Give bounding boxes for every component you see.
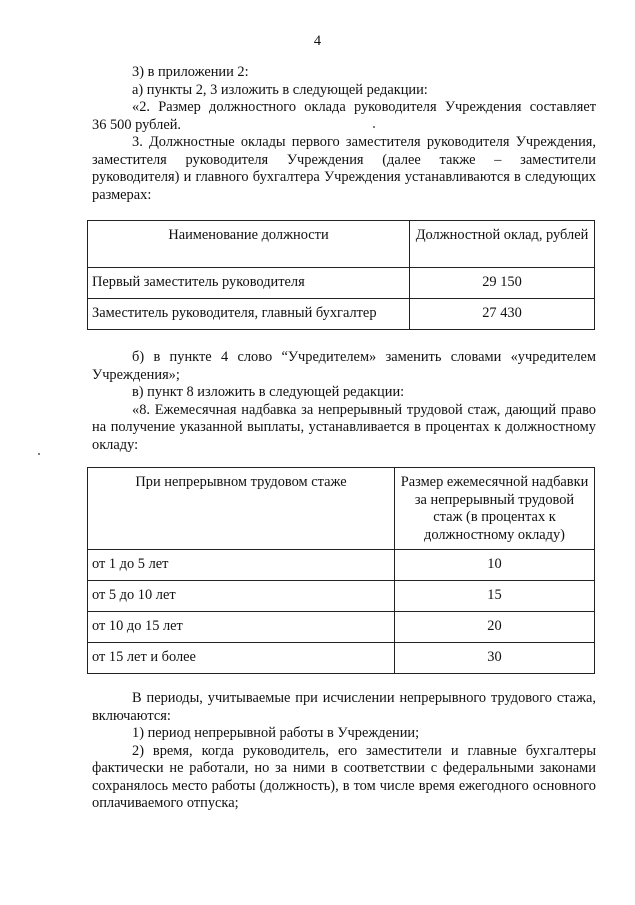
- item-8-paragraph: «8. Ежемесячная надбавка за непрерывный трудовой стаж, дающий право на получение указанной выплаты, устанавливается в процентах к должностному окладу:: [92, 401, 596, 453]
- scan-speck: [373, 126, 375, 128]
- item-b-paragraph: б) в пункте 4 слово “Учредителем» заменить словами «учредителем Учреждения»;: [92, 349, 596, 383]
- table-row: [88, 643, 595, 674]
- column-header-salary: Должностной оклад, рублей: [410, 221, 595, 268]
- page-number: 4: [313, 33, 322, 49]
- seniority-bonus-table: [87, 467, 595, 674]
- table-row: [88, 550, 595, 581]
- table-row: [88, 612, 595, 643]
- cell-seniority: от 15 лет и более: [88, 643, 395, 674]
- item-2-line1: «2. Размер должностного оклада руководителя Учреждения составляет: [132, 99, 596, 115]
- table-row: [88, 268, 595, 299]
- cell-seniority: от 1 до 5 лет: [88, 550, 395, 581]
- cell-bonus-percent: 15: [395, 581, 595, 612]
- column-header-position: Наименование должности: [88, 221, 410, 268]
- cell-salary: 27 430: [410, 299, 595, 330]
- table-row: [88, 299, 595, 330]
- column-header-bonus-percent: Размер ежемесячной надбавки за непрерывный трудовой стаж (в процентах к должностному окладу): [395, 468, 595, 550]
- scan-speck: [38, 453, 40, 455]
- cell-bonus-percent: 30: [395, 643, 595, 674]
- item-appendix-2: 3) в приложении 2:: [132, 64, 249, 80]
- item-2-line2: 36 500 рублей.: [92, 116, 182, 133]
- periods-intro: В периоды, учитываемые при исчислении непрерывного трудового стажа, включаются:: [92, 690, 596, 724]
- section-appendix-2: [92, 64, 596, 204]
- item-a: а) пункты 2, 3 изложить в следующей редакции:: [132, 81, 428, 98]
- cell-bonus-percent: 10: [395, 550, 595, 581]
- table-row: [88, 581, 595, 612]
- column-header-seniority: При непрерывном трудовом стаже: [88, 468, 395, 550]
- period-item-1: 1) период непрерывной работы в Учреждении;: [132, 725, 420, 741]
- section-periods: [92, 690, 596, 813]
- cell-seniority: от 10 до 15 лет: [88, 612, 395, 643]
- cell-bonus-percent: 20: [395, 612, 595, 643]
- salary-table: [87, 220, 595, 330]
- item-v: в) пункт 8 изложить в следующей редакции:: [132, 384, 405, 400]
- cell-salary: 29 150: [410, 268, 595, 299]
- section-items-b-v: [92, 349, 596, 454]
- item-3-paragraph: 3. Должностные оклады первого заместителя руководителя Учреждения, заместителя руководителя Учреждения (далее также – заместители руководителя) и главного бухгалтера Учреждения устанавливаются в следующих размерах:: [92, 134, 596, 203]
- table-header-row: [88, 221, 595, 268]
- period-item-2: 2) время, когда руководитель, его заместители и главные бухгалтеры фактически не работали, но за ними в соответствии с федеральными законами сохранялось место работы (должность), в том числе время ежегодного основного оплачиваемого отпуска;: [92, 742, 596, 811]
- cell-position: Первый заместитель руководителя: [88, 268, 410, 299]
- cell-position: Заместитель руководителя, главный бухгалтер: [88, 299, 410, 330]
- cell-seniority: от 5 до 10 лет: [88, 581, 395, 612]
- table-header-row: [88, 468, 595, 550]
